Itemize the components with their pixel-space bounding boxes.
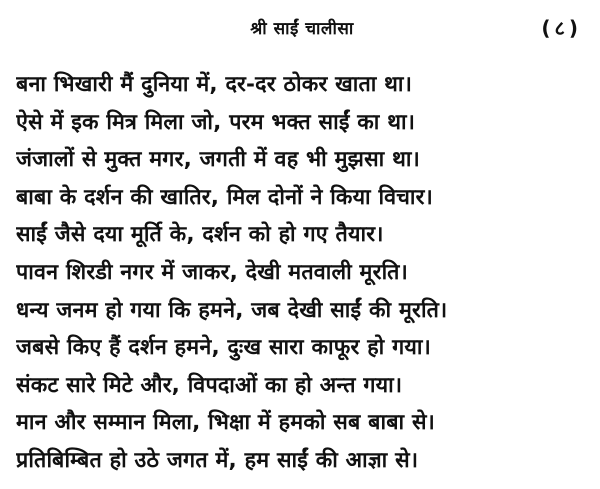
verse-text-9: संकट सारे मिटे और, विपदाओं का हो अन्त गया। — [16, 372, 403, 398]
verse-line-2 — [16, 104, 588, 142]
verse-line-7 — [16, 292, 588, 330]
verse-line-9 — [16, 367, 588, 405]
verse-block — [16, 66, 588, 480]
verse-text-10: मान और सम्मान मिला, भिक्षा में हमको सब बाबा से। — [16, 410, 436, 436]
verse-line-8 — [16, 329, 588, 367]
verse-text-7: धन्य जनम हो गया कि हमने, जब देखी साईं की मूरति। — [16, 297, 448, 323]
verse-text-8: जबसे किए हैं दर्शन हमने, दुःख सारा काफूर हो गया। — [16, 335, 431, 361]
verse-text-3: जंजालों से मुक्त मगर, जगती में वह भी मुझसा था। — [16, 147, 420, 173]
verse-line-3 — [16, 141, 588, 179]
verse-line-4 — [16, 179, 588, 217]
verse-text-11: प्रतिबिम्बित हो उठे जगत में, हम साईं की आज्ञा से। — [16, 447, 419, 473]
page-title: श्री साईं चालीसा — [250, 19, 354, 39]
verse-line-10 — [16, 404, 588, 442]
page-header — [16, 10, 588, 44]
verse-line-5 — [16, 216, 588, 254]
verse-text-4: बाबा के दर्शन की खातिर, मिल दोनों ने किया विचार। — [16, 184, 433, 210]
verse-text-5: साईं जैसे दया मूर्ति के, दर्शन को हो गए तैयार। — [16, 222, 384, 248]
verse-text-1: बना भिखारी मैं दुनिया में, दर-दर ठोकर खाता था। — [16, 72, 413, 97]
verse-line-1 — [16, 66, 588, 104]
verse-text-6: पावन शिरडी नगर में जाकर, देखी मतवाली मूरति। — [16, 259, 408, 285]
page-number: (८) — [541, 16, 582, 40]
verse-line-6 — [16, 254, 588, 292]
verse-text-2: ऐसे में इक मित्र मिला जो, परम भक्त साईं का था। — [16, 109, 416, 135]
verse-line-11 — [16, 442, 588, 480]
